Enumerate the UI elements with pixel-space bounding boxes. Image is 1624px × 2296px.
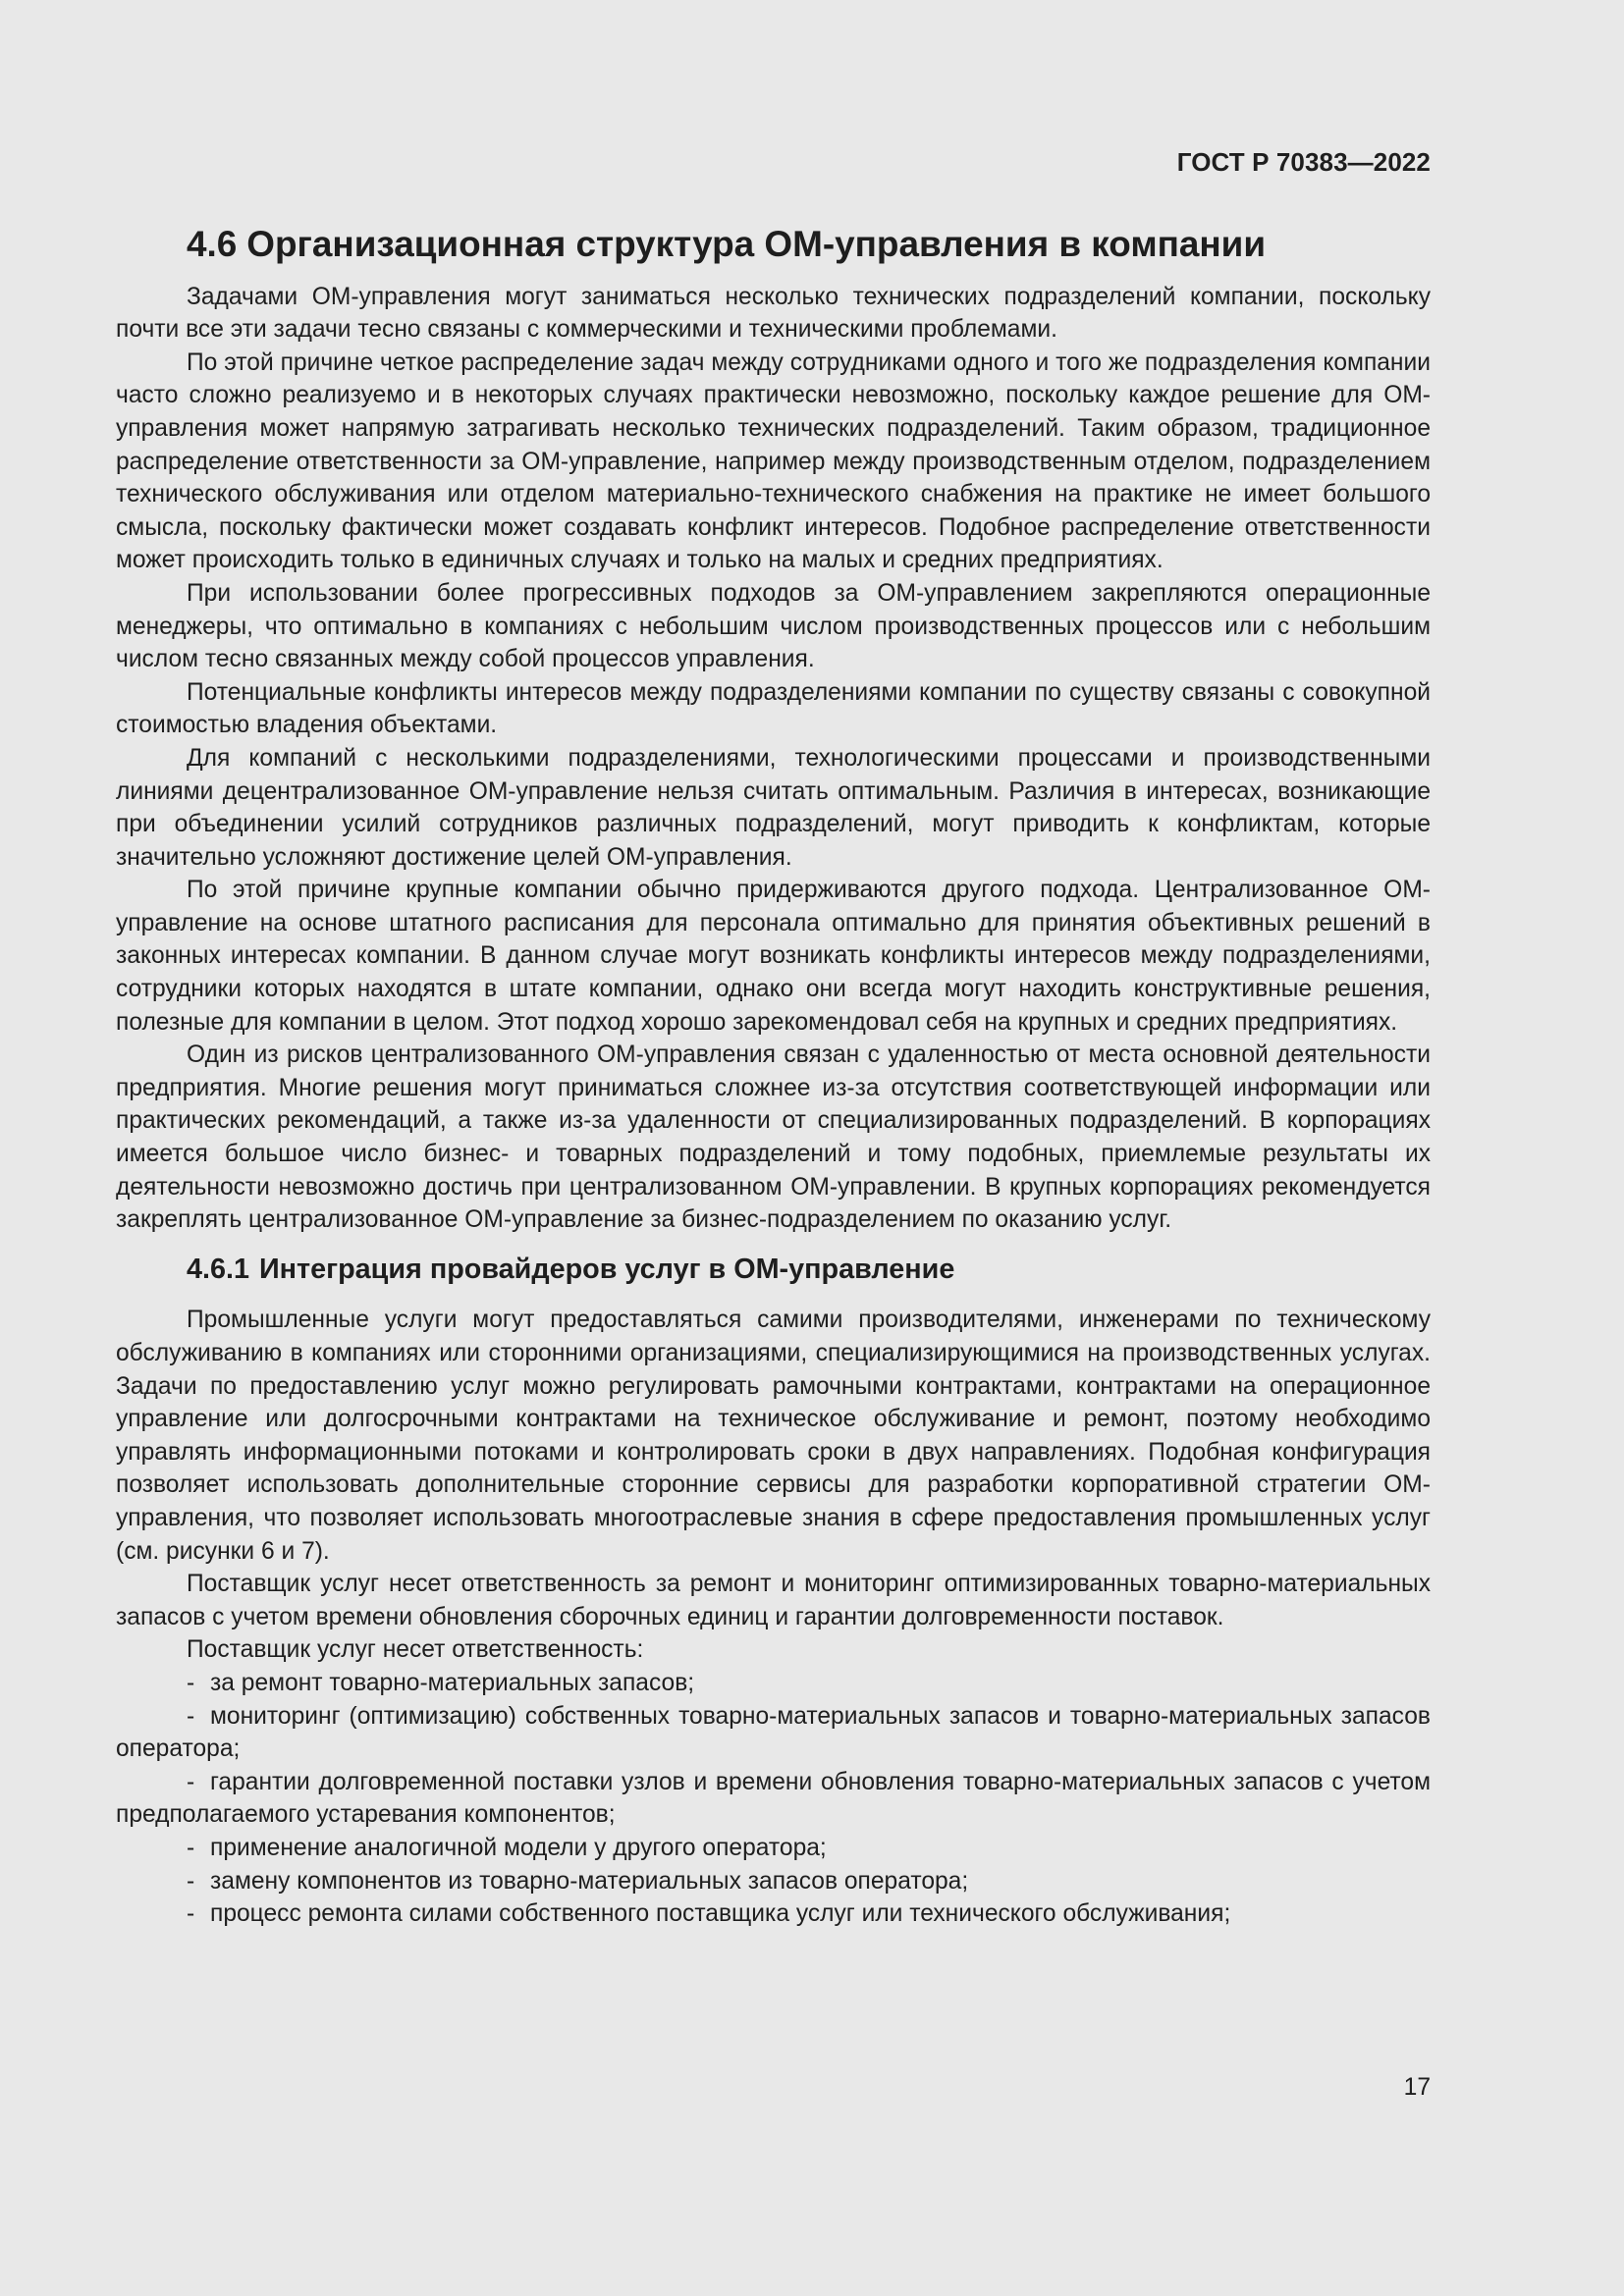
list-marker: - [187, 1702, 195, 1730]
paragraph: Поставщик услуг несет ответственность: [187, 1636, 644, 1664]
section-number: 4.6 [187, 224, 238, 264]
document-body [116, 224, 1431, 1931]
paragraph: Потенциальные конфликты интересов между подразделениями компании по существу связаны с совокупной стоимостью владения объектами. [116, 678, 1431, 739]
paragraph: Поставщик услуг несет ответственность за ремонт и мониторинг оптимизированных товарно-материальных запасов с учетом времени обновления сборочных единиц и гарантии долговременности поставок. [116, 1571, 1431, 1630]
subsection-number: 4.6.1 [187, 1253, 249, 1285]
section-title: Организационная структура ОМ-управления в компании [246, 224, 1267, 264]
standard-header: ГОСТ Р 70383—2022 [1176, 147, 1431, 177]
list-item-text: за ремонт товарно-материальных запасов; [210, 1669, 695, 1696]
list-marker: - [187, 1834, 195, 1861]
paragraph: Для компаний с несколькими подразделениями, технологическими процессами и производственными линиями децентрализованное ОМ-управление нельзя считать оптимальным. Различия в интересах, возникающие при объединении усилий сотрудников различных подразделений, могут приводить к конфликтам, которые значительно усложняют достижение целей ОМ-управления. [116, 744, 1431, 871]
paragraph: При использовании более прогрессивных подходов за ОМ-управлением закрепляются операционные менеджеры, что оптимально в компаниях с небольшим числом производственных процессов или с небольшим числом тесно связанных между собой процессов управления. [116, 579, 1431, 673]
section-heading-4-6 [116, 224, 1431, 264]
paragraph: Промышленные услуги могут предоставляться самими производителями, инженерами по техническому обслуживанию в компаниях или сторонними организациями, специализирующимися на производственных услугах. Задачи по предоставлению услуг можно регулировать рамочными контрактами, контрактами на операционное управление или долгосрочными контрактами на техническое обслуживание и ремонт, поэтому необходимо управлять информационными потоками и контролировать сроки в двух направлениях. Подобная конфигурация позволяет использовать дополнительные сторонние сервисы для разработки корпоративной стратегии ОМ-управления, что позволяет использовать многоотраслевые знания в сфере предоставления промышленных услуг (см. рисунки 6 и 7). [116, 1307, 1431, 1565]
list-marker: - [187, 1768, 195, 1795]
paragraph: Один из рисков централизованного ОМ-управления связан с удаленностью от места основной деятельности предприятия. Многие решения могут приниматься сложнее из-за отсутствия соответствующей информации или практических рекомендаций, а также из-за удаленности от специализированных подразделений. В корпорациях имеется большое число бизнес- и товарных подразделений и тому подобных, приемлемые результаты их деятельности невозможно достичь при централизованном ОМ-управлении. В крупных корпорациях рекомендуется закреплять централизованное ОМ-управление за бизнес-подразделением по оказанию услуг. [116, 1041, 1431, 1234]
subsection-title: Интеграция провайдеров услуг в ОМ-управление [258, 1253, 955, 1285]
list-item [116, 1897, 1431, 1931]
list-marker: - [187, 1900, 195, 1928]
paragraph: По этой причине четкое распределение задач между сотрудниками одного и того же подразделения компании часто сложно реализуемо и в некоторых случаях практически невозможно, поскольку каждое решение для ОМ-управления может напрямую затрагивать несколько технических подразделений. Таким образом, традиционное распределение ответственности за ОМ-управление, например между производственным отделом, подразделением технического обслуживания или отделом материально-технического снабжения на практике не имеет большого смысла, поскольку фактически может создавать конфликт интересов. Подобное распределение ответственности может происходить только в единичных случаях и только на малых и средних предприятиях. [116, 348, 1431, 574]
list-item-text: замену компонентов из товарно-материальных запасов оператора; [210, 1867, 969, 1895]
paragraph: По этой причине крупные компании обычно придерживаются другого подхода. Централизованное ОМ-управление на основе штатного расписания для персонала оптимально для принятия объективных решений в законных интересах компании. В данном случае могут возникать конфликты интересов между подразделениями, сотрудники которых находятся в штате компании, однако они всегда могут находить конструктивные решения, полезные для компании в целом. Этот подход хорошо зарекомендовал себя на крупных и средних предприятиях. [116, 877, 1431, 1036]
list-item [116, 1766, 1431, 1832]
list-item-text: процесс ремонта силами собственного поставщика услуг или технического обслуживания; [210, 1900, 1231, 1928]
paragraph: Задачами ОМ-управления могут заниматься несколько технических подразделений компании, поскольку почти все эти задачи тесно связаны с коммерческими и техническими проблемами. [116, 283, 1431, 344]
list-item-text: мониторинг (оптимизацию) собственных товарно-материальных запасов и товарно-материальных запасов оператора; [116, 1702, 1431, 1763]
list-item [116, 1865, 1431, 1898]
list-item [116, 1700, 1431, 1766]
list-item-text: применение аналогичной модели у другого оператора; [210, 1834, 827, 1861]
list-item [116, 1832, 1431, 1865]
subsection-heading-4-6-1 [116, 1254, 1431, 1287]
list-item [116, 1667, 1431, 1700]
list-item-text: гарантии долговременной поставки узлов и времени обновления товарно-материальных запасов с учетом предполагаемого устаревания компонентов; [116, 1768, 1431, 1829]
page-number: 17 [1403, 2074, 1431, 2101]
list-marker: - [187, 1867, 195, 1895]
list-marker: - [187, 1669, 195, 1696]
